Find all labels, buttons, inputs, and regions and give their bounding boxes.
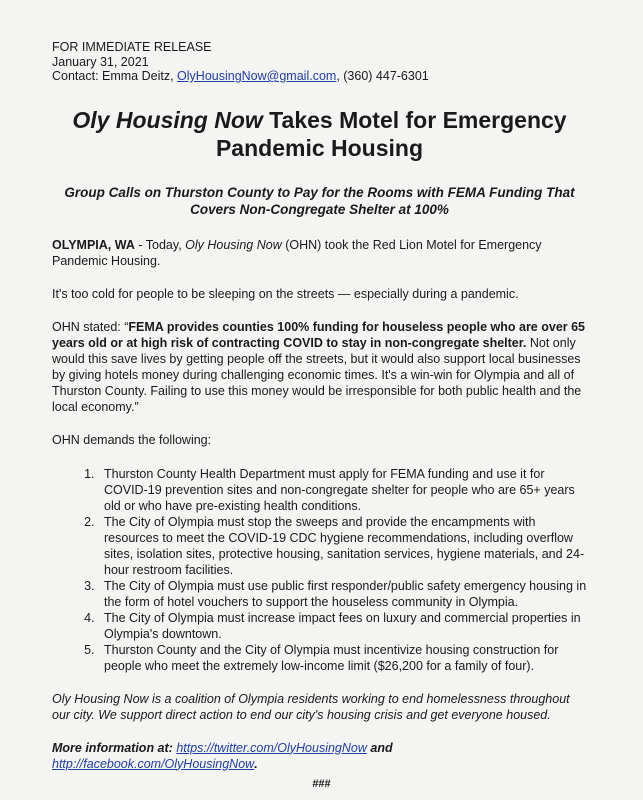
release-header (52, 40, 587, 84)
twitter-link[interactable]: https://twitter.com/OlyHousingNow (176, 740, 367, 755)
statement-paragraph (52, 319, 587, 415)
list-item: 4. The City of Olympia must increase impact fees on luxury and commercial properties in Olympia's downtown. (98, 610, 587, 642)
dateline: OLYMPIA, WA (52, 237, 135, 252)
page-title (52, 106, 587, 162)
title-org: Oly Housing Now (72, 106, 263, 133)
list-item: 3. The City of Olympia must use public first responder/public safety emergency housing in the form of hotel vouchers to support the houseless community in Olympia. (98, 578, 587, 610)
more-info-suffix: . (254, 756, 258, 771)
more-info-middle: and (366, 740, 393, 755)
cold-paragraph: It's too cold for people to be sleeping on the streets — especially during a pandemic. (52, 286, 519, 301)
lead-paragraph (52, 237, 587, 269)
list-item: 1. Thurston County Health Department must apply for FEMA funding and use it for COVID-19 prevention sites and non-congregate shelter for people who are 65+ years old or who have pre-existing health conditions. (98, 466, 587, 514)
contact-name: Contact: Emma Deitz, (52, 69, 178, 83)
more-info-prefix: More information at: (52, 740, 177, 755)
statement-rest: Not only would this save lives by getting people off the streets, but it would also support local businesses by giving hotels money during challenging economic times. It's a win-win for Olympia and all of Thurston County. Failing to use this money would be irresponsible for both public health and the local economy.” (52, 335, 582, 414)
lead-org: Oly Housing Now (185, 237, 282, 252)
title-rest: Takes Motel for Emergency Pandemic Housing (215, 106, 567, 161)
release-date: January 31, 2021 (52, 54, 149, 69)
contact-email-link[interactable]: OlyHousingNow@gmail.com (177, 69, 337, 83)
statement-bold: FEMA provides counties 100% funding for houseless people who are over 65 years old or at high risk of contracting COVID to stay in non-congregate shelter. (52, 319, 586, 350)
release-label: FOR IMMEDIATE RELEASE (52, 40, 212, 54)
page-subtitle: Group Calls on Thurston County to Pay for the Rooms with FEMA Funding That Covers Non-Congregate Shelter at 100% (64, 184, 575, 217)
list-item: 2. The City of Olympia must stop the sweeps and provide the encampments with resources to meet the COVID-19 CDC hygiene recommendations, including overflow sites, isolation sites, protective housing, sanitation services, hygiene materials, and 24-hour restroom facilities. (98, 514, 587, 578)
statement-prefix: OHN stated: “ (52, 319, 129, 334)
about-paragraph: Oly Housing Now is a coalition of Olympia residents working to end homelessness throughout our city. We support direct action to end our city's housing crisis and get everyone housed. (52, 691, 570, 722)
lead-part2: (OHN) took the Red Lion Motel for Emergency Pandemic Housing. (52, 237, 542, 268)
contact-phone: , (360) 447-6301 (336, 69, 429, 83)
contact-line (52, 69, 587, 84)
facebook-link[interactable]: http://facebook.com/OlyHousingNow (52, 756, 255, 771)
more-info (52, 740, 587, 772)
lead-part1: - Today, (134, 237, 186, 252)
end-mark: ### (312, 778, 331, 790)
list-item: 5. Thurston County and the City of Olympia must incentivize housing construction for people who meet the extremely low-income limit ($26,200 for a family of four). (98, 642, 587, 674)
demands-list (52, 466, 587, 674)
demands-intro: OHN demands the following: (52, 432, 212, 447)
